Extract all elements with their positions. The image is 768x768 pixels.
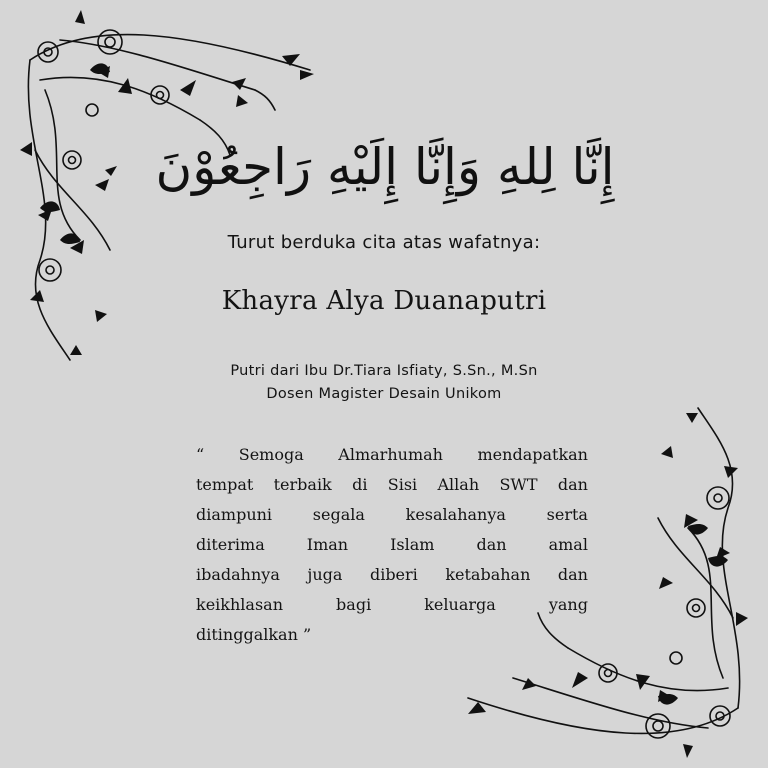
parent-line: Putri dari Ibu Dr.Tiara Isfiaty, S.Sn., M.Sn: [230, 363, 538, 379]
quote-line: keikhlasan bagi keluarga yang: [196, 595, 588, 614]
quote-line: ditinggalkan ”: [196, 625, 312, 644]
prayer-quote: [196, 440, 588, 650]
quote-line: ibadahnya juga diberi ketabahan dan: [196, 565, 588, 584]
quote-line: diterima Iman Islam dan amal: [196, 535, 588, 554]
quote-line: tempat terbaik di Sisi Allah SWT dan: [196, 475, 588, 494]
quote-line: diampuni segala kesalahanya serta: [196, 505, 588, 524]
deceased-name: Khayra Alya Duanaputri: [221, 286, 547, 316]
quote-line: “ Semoga Almarhumah mendapatkan: [196, 445, 588, 464]
condolence-intro: Turut berduka cita atas wafatnya:: [227, 232, 541, 253]
parent-affiliation: Dosen Magister Desain Unikom: [266, 386, 502, 402]
arabic-calligraphy-title: إِنَّا لِلهِ وَإِنَّا إِلَيْهِ رَاجِعُوْنَ: [155, 138, 615, 196]
parent-info: [170, 360, 598, 406]
